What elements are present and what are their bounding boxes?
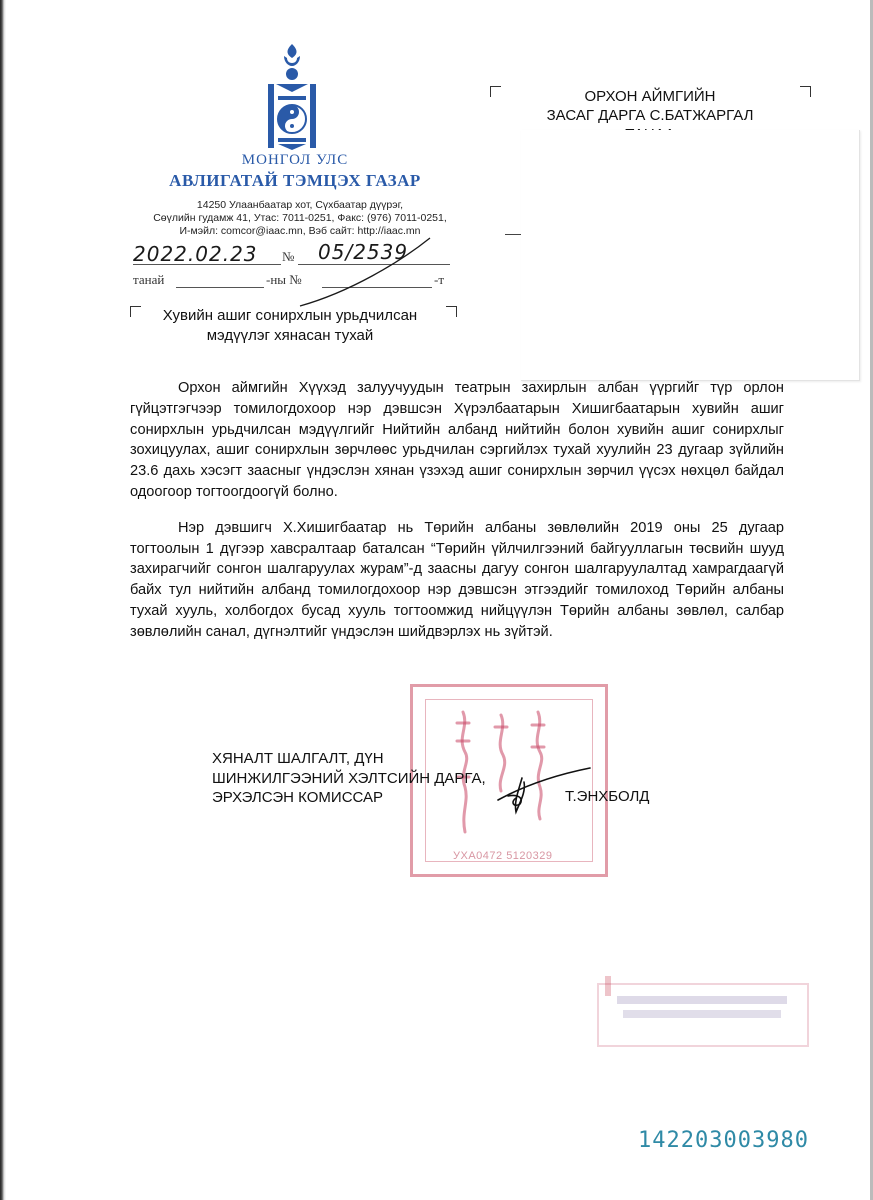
signatory-title: [212, 749, 486, 808]
address-line: 14250 Улаанбаатар хот, Сүхбаатар дүүрэг,: [196, 199, 404, 211]
addressee-line: ЗАСАГ ДАРГА С.БАТЖАРГАЛ: [546, 107, 754, 124]
addressee-corner-right: [800, 86, 811, 97]
stamp-number: УХА0472 5120329: [453, 850, 553, 862]
reply-suffix: -т: [434, 272, 445, 287]
date-underline: [133, 264, 281, 265]
registration-stamp-icon: [597, 976, 817, 1051]
letter-body: [130, 378, 784, 658]
reply-mid: -ны №: [266, 272, 302, 287]
signatory-title-line: ШИНЖИЛГЭЭНИЙ ХЭЛТСИЙН ДАРГА,: [212, 769, 486, 787]
letterhead-organization: АВЛИГАТАЙ ТЭМЦЭХ ГАЗАР: [169, 171, 421, 190]
body-paragraph: Нэр дэвшигч Х.Хишигбаатар нь Төрийн албаны зөвлөлийн 2019 оны 25 дугаар тогтоолын 1 дүгээр хавсралтаар баталсан “Төрийн үйлчилгээний байгууллагын төсвийн шууд захирагчийг сонгон шалгаруулах журам”-д заасны дагуу сонгон шалгаруулалтад хамрагдаагүй байх тул нийтийн албанд томилогдохоор нэр дэвшсэн этгээдийг томилоход Төрийн албаны тухай хууль, холбогдох бусад хууль тогтоомжид нийцүүлэн Төрийн албаны зөвлөл, салбар зөвлөлийн санал, дүгнэлтийг үндэслэн шийдвэрлэх нь зүйтэй.: [130, 519, 784, 640]
pasted-paper-patch: [521, 130, 860, 381]
addressee-dash: [505, 234, 521, 235]
letter-number: 05/2539: [318, 240, 409, 264]
soyombo-emblem-icon: [262, 42, 322, 152]
reply-date-line: [176, 287, 264, 288]
signatory-title-line: ХЯНАЛТ ШАЛГАЛТ, ДҮН: [212, 750, 384, 767]
subject-line: мэдүүлэг хянасан тухай: [206, 327, 374, 344]
address-line: И-мэйл: comcor@iaac.mn, Вэб сайт: http://iaac.mn: [179, 225, 421, 237]
letterhead-country: МОНГОЛ УЛС: [241, 152, 349, 168]
signatory-name: Т.ЭНХБОЛД: [565, 788, 650, 805]
letter-subject: [130, 306, 450, 346]
registration-number: 142203003980: [638, 1128, 809, 1153]
signatory-title-line: ЭРХЭЛСЭН КОМИССАР: [212, 789, 384, 806]
handwritten-slash-stroke: [290, 232, 440, 312]
subject-line: Хувийн ашиг сонирхлын урьдчилсан: [162, 307, 418, 324]
body-paragraph: Орхон аймгийн Хүүхэд залуучуудын театрын захирлын албан үүргийг түр орлон гүйцэтгэгчээр томилогдохоор нэр дэвшсэн Хүрэлбаатарын Хишигбаатарын хувийн ашиг сонирхлын урьдчилсан мэдүүлгийг Нийтийн албанд нийтийн болон хувийн ашиг сонирхлыг зохицуулах, ашиг сонирхлын зөрчлөөс урьдчилан сэргийлэх тухай хуулийн 23 дугаар зүйлийн 23.6 дахь хэсэгт заасныг үндэслэн хянан үзэхэд ашиг сонирхлын зөрчил үүсэх нөхцөл байдал одоогоор тогтоогдоогүй болно.: [130, 380, 784, 500]
addressee-line: ОРХОН АЙМГИЙН: [584, 88, 716, 105]
reply-prefix: танай: [133, 272, 165, 287]
letter-date: 2022.02.23: [133, 242, 258, 266]
number-label: №: [282, 249, 295, 264]
scan-edge-left: [0, 0, 6, 1200]
address-line: Сөүлийн гудамж 41, Утас: 7011-0251, Факс: (976) 7011-0251,: [153, 212, 447, 224]
